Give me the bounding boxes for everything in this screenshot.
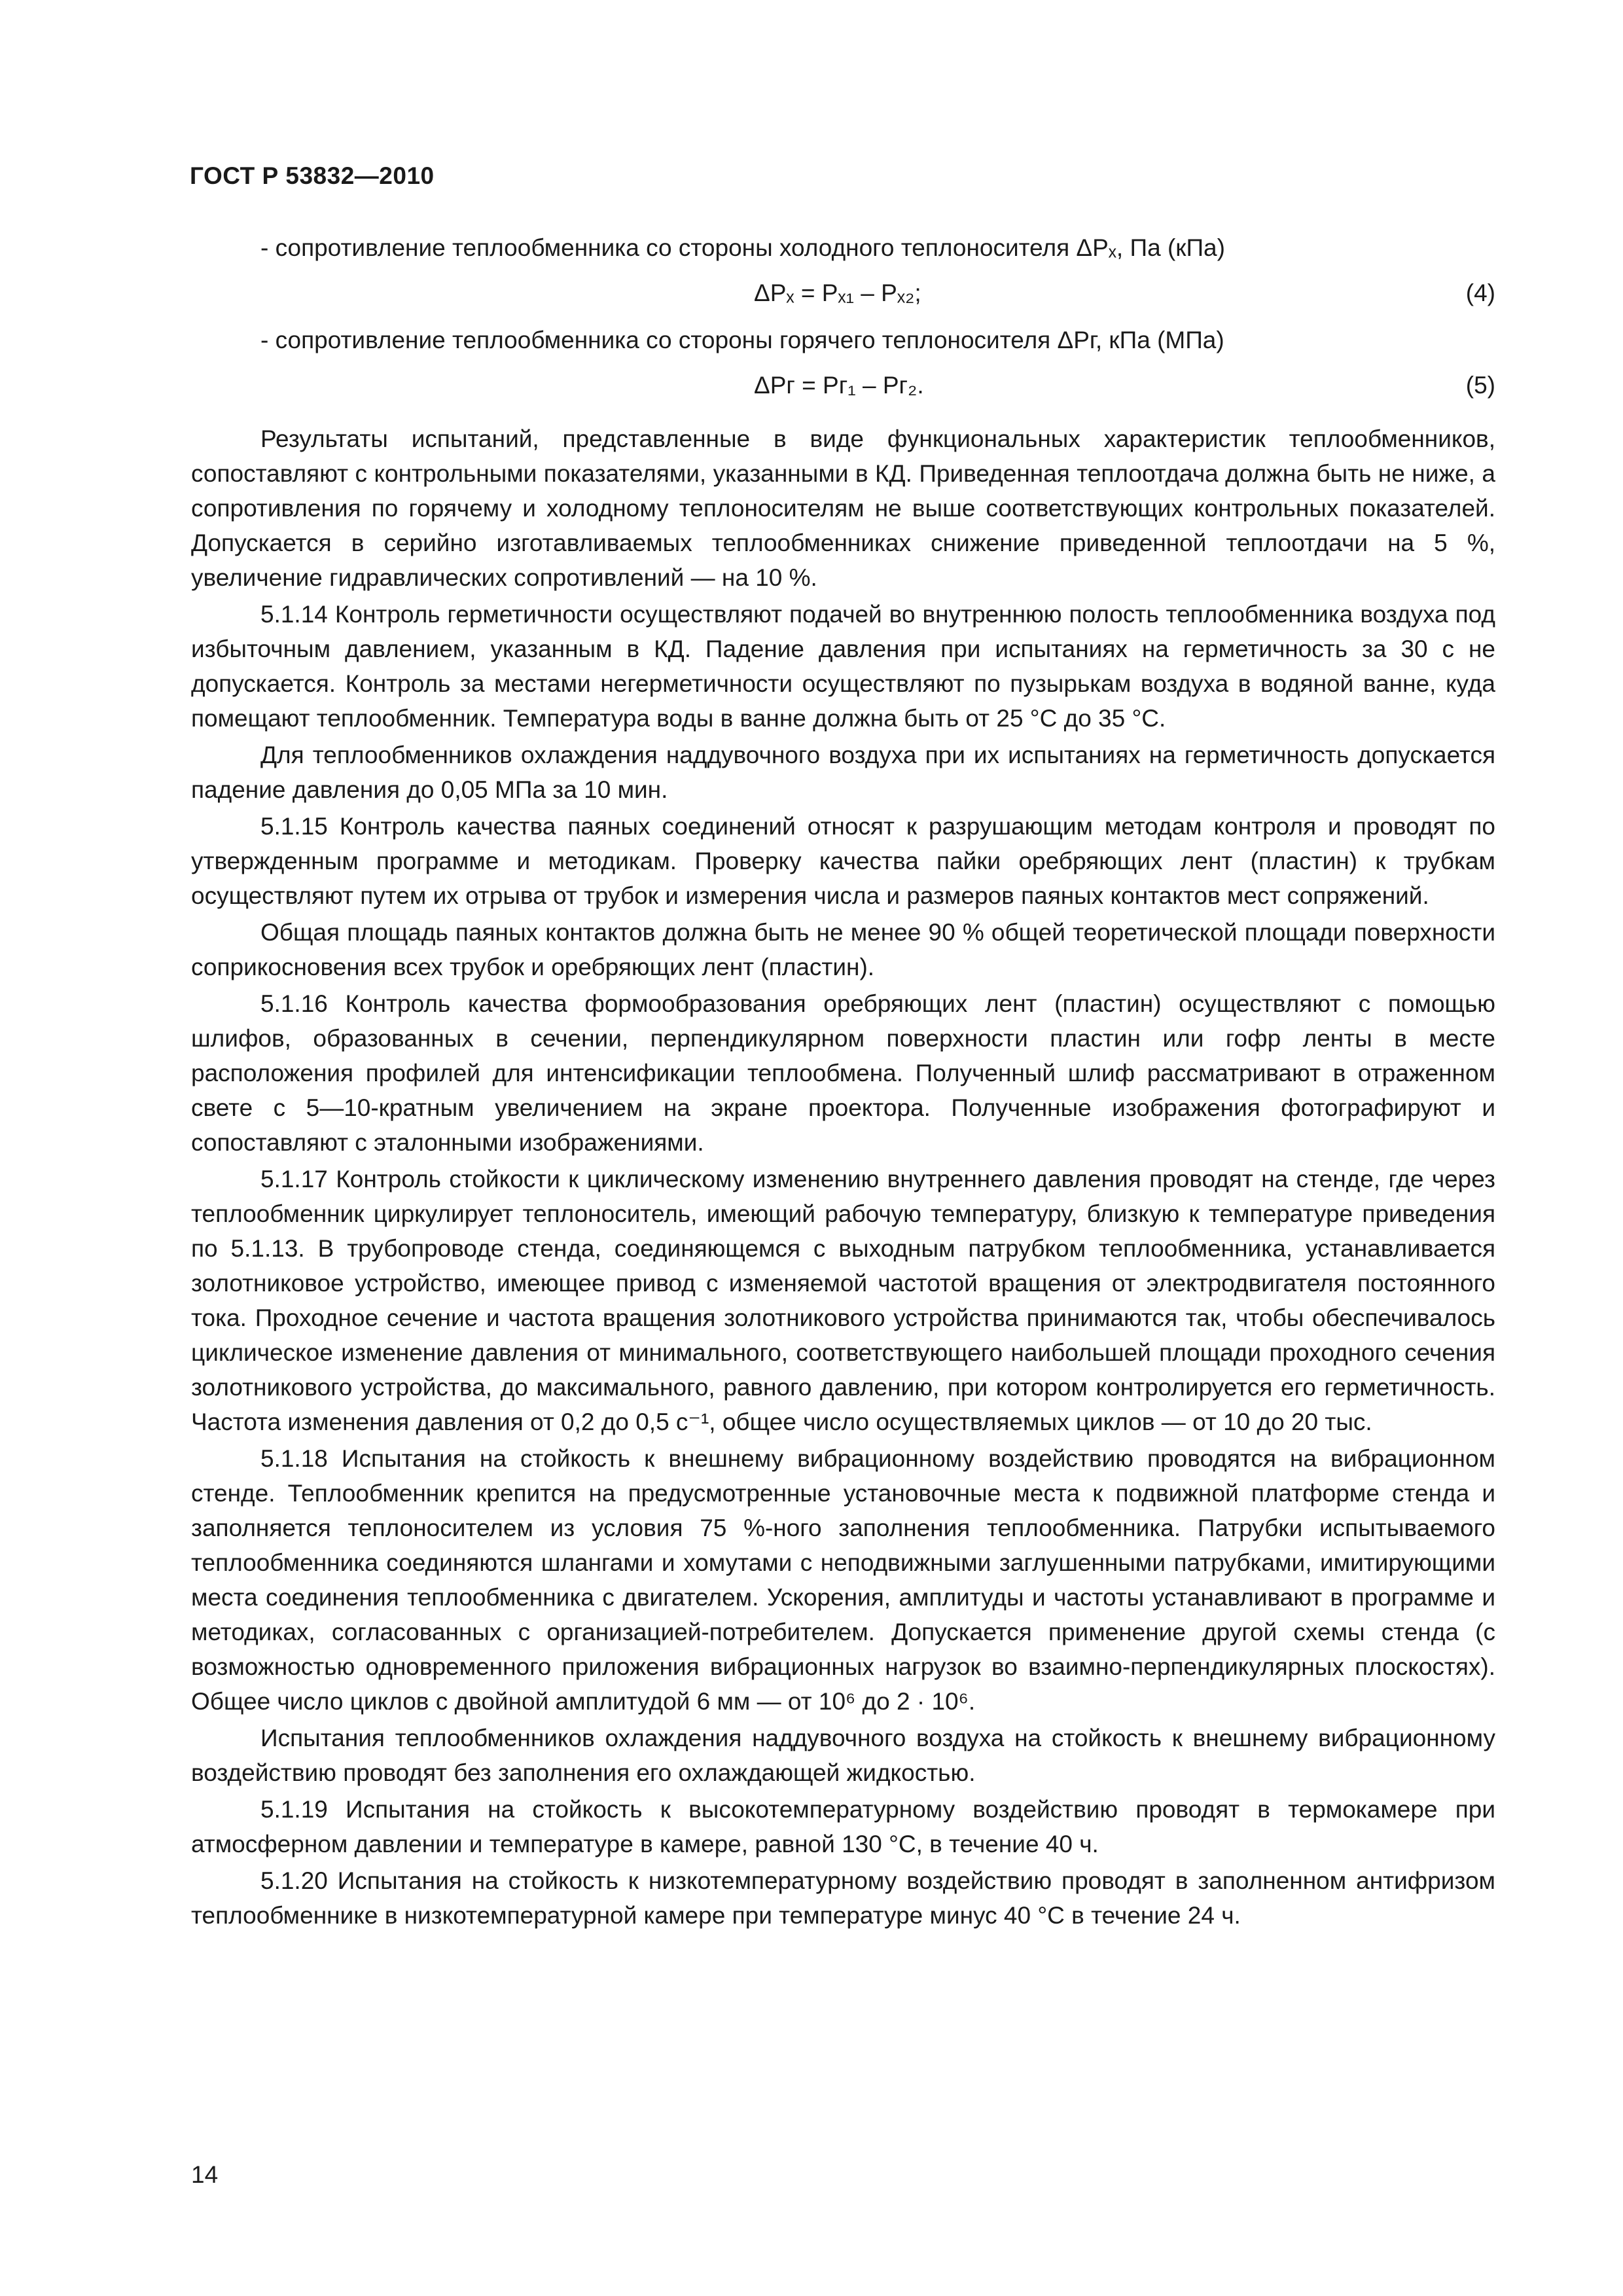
standard-designation: ГОСТ Р 53832—2010 [190, 162, 435, 189]
formula-expression: ΔPₓ = Pₓ₁ – Pₓ₂; [754, 279, 921, 306]
formula-expression: ΔPг = Pг₁ – Pг₂. [754, 372, 924, 399]
paragraph: 5.1.17 Контроль стойкости к циклическому изменению внутреннего давления проводят на стенде, где через теплообменник циркулирует теплоноситель, имеющий рабочую температуру, близкую к температуре приведения по 5.1.13. В трубопроводе стенда, соединяющемся с выходным патрубком теплообменника, устанавливается золотниковое устройство, имеющее привод с изменяемой частотой вращения от электродвигателя постоянного тока. Проходное сечение и частота вращения золотникового устройства принимаются так, чтобы обеспечивалось циклическое изменение давления от минимального, соответствующего наибольшей площади проходного сечения золотникового устройства, до максимального, равного давлению, при котором контролируется его герметичность. Частота изменения давления от 0,2 до 0,5 с⁻¹, общее число осуществляемых циклов — от 10 до 20 тыс. [191, 1166, 1495, 1435]
paragraph: Общая площадь паяных контактов должна быть не менее 90 % общей теоретической площади поверхности соприкосновения всех трубок и оребряющих лент (пластин). [191, 919, 1495, 980]
bullet-cold-resistance: - сопротивление теплообменника со стороны холодного теплоносителя ΔPₓ, Па (кПа) [260, 234, 1225, 261]
formula-5 [191, 357, 1495, 415]
formula-number: (5) [1465, 372, 1495, 399]
paragraph: Испытания теплообменников охлаждения наддувочного воздуха на стойкость к внешнему вибрационному воздействию проводят без заполнения его охлаждающей жидкостью. [191, 1725, 1495, 1786]
paragraph: 5.1.15 Контроль качества паяных соединений относят к разрушающим методам контроля и проводят по утвержденным программе и методикам. Проверку качества пайки оребряющих лент (пластин) к трубкам осуществляют путем их отрыва от трубок и измерения числа и размеров паяных контактов мест сопряжений. [191, 813, 1495, 909]
paragraph: Для теплообменников охлаждения наддувочного воздуха при их испытаниях на герметичность допускается падение давления до 0,05 МПа за 10 мин. [191, 742, 1495, 803]
document-body [191, 230, 1495, 1933]
formula-4 [191, 265, 1495, 323]
bullet-hot-resistance: - сопротивление теплообменника со стороны горячего теплоносителя ΔPг, кПа (МПа) [260, 327, 1224, 353]
paragraph: 5.1.14 Контроль герметичности осуществляют подачей во внутреннюю полость теплообменника воздуха под избыточным давлением, указанным в КД. Падение давления при испытаниях на герметичность за 30 с не допускается. Контроль за местами негерметичности осуществляют по пузырькам воздуха в водяной ванне, куда помещают теплообменник. Температура воды в ванне должна быть от 25 °С до 35 °С. [191, 601, 1495, 732]
paragraph: 5.1.20 Испытания на стойкость к низкотемпературному воздействию проводят в заполненном антифризом теплообменнике в низкотемпературной камере при температуре минус 40 °С в течение 24 ч. [191, 1867, 1495, 1929]
formula-number: (4) [1465, 279, 1495, 306]
paragraph: Результаты испытаний, представленные в виде функциональных характеристик теплообменников, сопоставляют с контрольными показателями, указанными в КД. Приведенная теплоотдача должна быть не ниже, а сопротивления по горячему и холодному теплоносителям не выше соответствующих контрольных показателей. Допускается в серийно изготавливаемых теплообменниках снижение приведенной теплоотдачи на 5 %, увеличение гидравлических сопротивлений — на 10 %. [191, 425, 1495, 591]
paragraph: 5.1.18 Испытания на стойкость к внешнему вибрационному воздействию проводятся на вибрационном стенде. Теплообменник крепится на предусмотренные установочные места к подвижной платформе стенда и заполняется теплоносителем из условия 75 %-ного заполнения теплообменника. Патрубки испытываемого теплообменника соединяются шлангами и хомутами с неподвижными заглушенными патрубками, имитирующими места соединения теплообменника с двигателем. Ускорения, амплитуды и частоты устанавливают в программе и методиках, согласованных с организацией-потребителем. Допускается применение другой схемы стенда (с возможностью одновременного приложения вибрационных нагрузок во взаимно-перпендикулярных плоскостях). Общее число циклов с двойной амплитудой 6 мм — от 10⁶ до 2 · 10⁶. [191, 1445, 1495, 1715]
paragraph: 5.1.16 Контроль качества формообразования оребряющих лент (пластин) осуществляют с помощью шлифов, образованных в сечении, перпендикулярном поверхности пластин или гофр ленты в месте расположения профилей для интенсификации теплообмена. Полученный шлиф рассматривают в отраженном свете с 5—10-кратным увеличением на экране проектора. Полученные изображения фотографируют и сопоставляют с эталонными изображениями. [191, 990, 1495, 1156]
paragraph: 5.1.19 Испытания на стойкость к высокотемпературному воздействию проводят в термокамере при атмосферном давлении и температуре в камере, равной 130 °С, в течение 40 ч. [191, 1796, 1495, 1857]
page-number: 14 [191, 2161, 219, 2188]
